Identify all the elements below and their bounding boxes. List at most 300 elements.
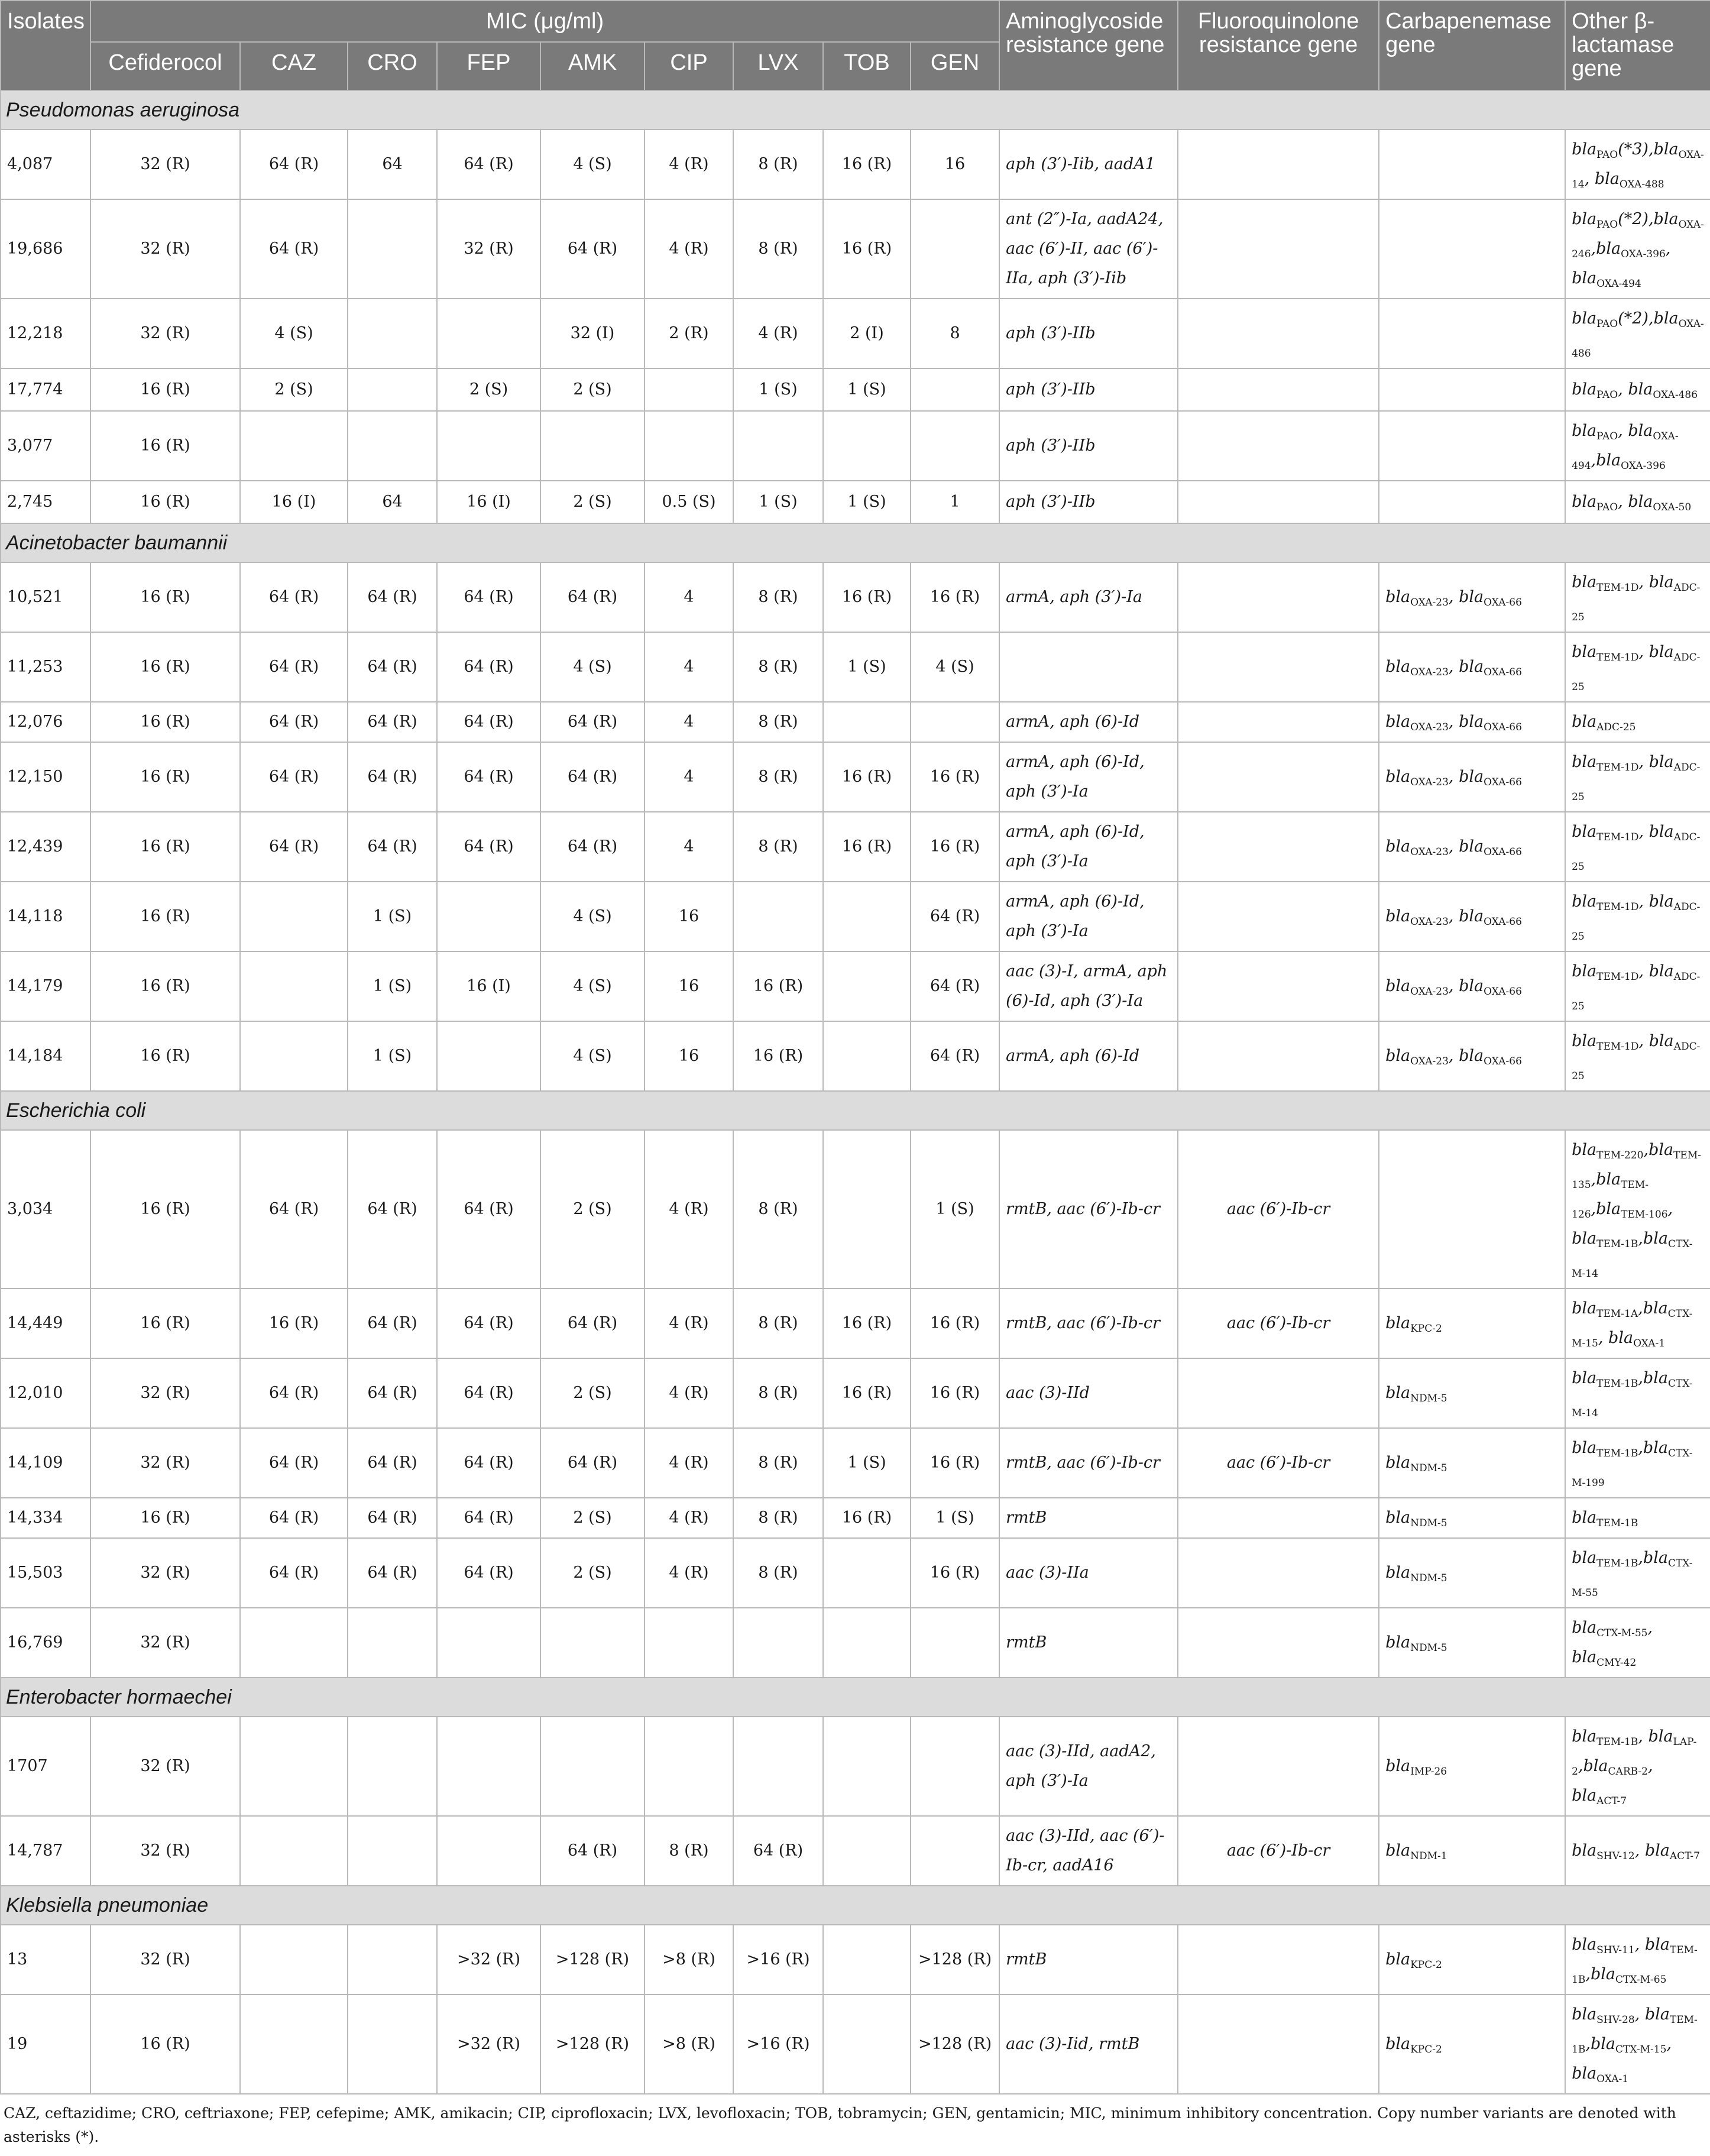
gene-suffix: , (1448, 1047, 1459, 1065)
gene-token (1385, 1841, 1447, 1860)
gene-subscript: OXA-1 (1596, 2073, 1629, 2085)
mic-cell (437, 1608, 540, 1678)
gene-prefix: bla (1649, 643, 1674, 661)
gene-prefix: bla (1643, 1369, 1668, 1387)
mic-cell: 8 (R) (645, 1816, 733, 1886)
mic-cell: 2 (S) (540, 481, 645, 523)
gene-token (1595, 170, 1664, 188)
gene-prefix: bla (1385, 2035, 1411, 2053)
gene-prefix: bla (1572, 1786, 1597, 1805)
gene-suffix: , (1448, 837, 1459, 856)
gene-token (1459, 837, 1522, 856)
aminoglycoside-gene: aac (3)-IIa (999, 1538, 1178, 1608)
carbapenemase-gene (1379, 702, 1565, 742)
mic-cell: 64 (R) (437, 742, 540, 812)
fluoroquinolone-gene (1178, 882, 1379, 951)
gene-subscript: PAO (1596, 149, 1618, 161)
gene-token (1572, 643, 1649, 661)
gene-subscript: OXA-23 (1410, 986, 1449, 998)
other-beta-lactamase-gene (1565, 1995, 1710, 2094)
mic-cell: 4 (645, 562, 733, 632)
mic-cell: >32 (R) (437, 1925, 540, 1995)
gene-subscript: OXA-23 (1410, 776, 1449, 788)
carbapenemase-gene (1379, 812, 1565, 882)
gene-suffix: , (1638, 823, 1649, 841)
aminoglycoside-gene (999, 632, 1178, 702)
mic-cell: >16 (R) (733, 1925, 823, 1995)
carbapenemase-gene (1379, 1428, 1565, 1498)
fluoroquinolone-gene (1178, 1995, 1379, 2094)
gene-prefix: bla (1596, 451, 1621, 470)
gene-token (1645, 1841, 1700, 1860)
fluoroquinolone-gene (1178, 1538, 1379, 1608)
header-mic-cro: CRO (348, 42, 437, 90)
gene-prefix: bla (1459, 907, 1484, 925)
mic-cell: 64 (R) (348, 812, 437, 882)
gene-suffix: , (1665, 239, 1671, 258)
carbapenemase-gene (1379, 1130, 1565, 1289)
mic-cell: 16 (645, 951, 733, 1021)
mic-cell: 8 (R) (733, 1289, 823, 1358)
carbapenemase-gene (1379, 411, 1565, 481)
gene-prefix: bla (1653, 210, 1679, 228)
other-beta-lactamase-gene (1565, 742, 1710, 812)
gene-prefix: bla (1572, 269, 1597, 287)
mic-cell: 64 (R) (911, 1021, 999, 1091)
header-mic-amk: AMK (540, 42, 645, 90)
gene-prefix: bla (1596, 239, 1621, 258)
gene-subscript: TEM-1B (1596, 1448, 1638, 1459)
mic-cell: 16 (911, 130, 999, 199)
gene-token (1572, 1549, 1643, 1567)
gene-subscript: CARB-2 (1608, 1766, 1648, 1778)
gene-prefix: bla (1572, 1727, 1597, 1746)
mic-cell: 64 (R) (437, 1498, 540, 1538)
mic-cell: 32 (R) (90, 1428, 240, 1498)
mic-cell (645, 1717, 733, 1816)
fluoroquinolone-gene (1178, 812, 1379, 882)
mic-cell: 16 (R) (911, 1428, 999, 1498)
gene-suffix: , (1618, 422, 1628, 440)
gene-prefix: bla (1459, 1047, 1484, 1065)
mic-cell: 2 (I) (823, 299, 911, 368)
header-mic-tob: TOB (823, 42, 911, 90)
gene-prefix: bla (1459, 977, 1484, 995)
gene-prefix: bla (1385, 713, 1411, 731)
gene-subscript: CTX-M-55 (1572, 1558, 1693, 1599)
gene-subscript: NDM-5 (1410, 1462, 1447, 1474)
mic-cell (240, 1717, 348, 1816)
mic-cell: 64 (R) (240, 199, 348, 299)
gene-token (1385, 1314, 1442, 1335)
gene-suffix: , (1591, 451, 1596, 470)
gene-prefix: bla (1385, 1633, 1411, 1652)
mic-cell: 16 (R) (90, 562, 240, 632)
gene-suffix: , (1638, 1727, 1649, 1746)
gene-token (1385, 588, 1459, 606)
carbapenemase-gene (1379, 1289, 1565, 1358)
mic-cell: 16 (R) (823, 742, 911, 812)
gene-subscript: OXA-494 (1572, 430, 1679, 472)
mic-cell (348, 299, 437, 368)
other-beta-lactamase-gene (1565, 1130, 1710, 1289)
gene-subscript: SHV-28 (1596, 2014, 1635, 2026)
gene-prefix: bla (1649, 962, 1674, 980)
isolate-id: 12,010 (1, 1358, 90, 1428)
table-row (1, 1289, 1710, 1358)
mic-cell: 8 (R) (733, 1130, 823, 1289)
gene-token (1572, 573, 1649, 594)
gene-prefix: bla (1385, 1757, 1411, 1775)
table-row (1, 199, 1710, 299)
gene-token (1572, 1841, 1645, 1860)
mic-cell: 64 (R) (911, 951, 999, 1021)
gene-subscript: NDM-5 (1410, 1642, 1447, 1654)
gene-token (1572, 713, 1635, 731)
gene-subscript: TEM-1D (1596, 901, 1639, 913)
gene-token (1608, 1329, 1665, 1347)
header-mic-caz: CAZ (240, 42, 348, 90)
mic-cell: 16 (R) (90, 1995, 240, 2094)
gene-prefix: bla (1572, 1549, 1597, 1567)
other-beta-lactamase-gene (1565, 1816, 1710, 1886)
mic-cell (348, 368, 437, 411)
mic-cell: 64 (R) (540, 562, 645, 632)
mic-cell: 1 (S) (733, 481, 823, 523)
other-beta-lactamase-gene (1565, 1428, 1710, 1498)
gene-subscript: TEM-106 (1621, 1209, 1668, 1221)
mic-cell: 16 (645, 1021, 733, 1091)
gene-token (1572, 380, 1628, 399)
mic-cell: 1 (S) (348, 1021, 437, 1091)
gene-prefix: bla (1572, 1229, 1597, 1248)
mic-cell: 64 (R) (540, 812, 645, 882)
header-aminoglycoside: Aminoglycoside resistance gene (999, 1, 1178, 90)
gene-subscript: OXA-50 (1653, 501, 1692, 513)
fluoroquinolone-gene (1178, 481, 1379, 523)
carbapenemase-gene (1379, 481, 1565, 523)
gene-token (1572, 1648, 1637, 1669)
mic-cell: 16 (R) (823, 199, 911, 299)
table-body (1, 90, 1710, 2094)
aminoglycoside-gene: aac (3)-I, armA, aph (6)-Id, aph (3′)-Ia (999, 951, 1178, 1021)
gene-subscript: ADC-25 (1572, 582, 1701, 623)
carbapenemase-gene (1379, 951, 1565, 1021)
gene-token (1385, 1508, 1447, 1527)
gene-token (1385, 1563, 1447, 1582)
gene-prefix: bla (1572, 1935, 1597, 1954)
gene-subscript: TEM-1D (1596, 831, 1639, 843)
mic-cell: 16 (R) (911, 562, 999, 632)
gene-token (1572, 753, 1649, 771)
gene-token (1572, 962, 1649, 983)
gene-token (1385, 1047, 1459, 1065)
table-row (1, 1428, 1710, 1498)
mic-cell: 1 (S) (823, 632, 911, 702)
gene-token (1572, 1786, 1627, 1805)
gene-token (1385, 713, 1459, 731)
gene-prefix: bla (1385, 768, 1411, 786)
mic-cell: 16 (R) (90, 812, 240, 882)
carbapenemase-gene (1379, 1816, 1565, 1886)
isolate-id: 12,150 (1, 742, 90, 812)
gene-subscript: ADC-25 (1596, 721, 1636, 733)
gene-subscript: SHV-12 (1596, 1850, 1635, 1862)
carbapenemase-gene (1379, 1538, 1565, 1608)
isolate-id: 12,076 (1, 702, 90, 742)
gene-subscript: TEM-1B (1596, 1517, 1638, 1529)
gene-prefix: bla (1643, 1229, 1668, 1248)
mic-cell (437, 1816, 540, 1886)
fluoroquinolone-gene (1178, 411, 1379, 481)
isolate-id: 14,334 (1, 1498, 90, 1538)
isolate-id: 19,686 (1, 199, 90, 299)
mic-cell (437, 299, 540, 368)
mic-cell (911, 199, 999, 299)
mic-cell (823, 1995, 911, 2094)
mic-cell: 16 (R) (240, 1289, 348, 1358)
group-row (1, 523, 1710, 562)
mic-cell: 1 (911, 481, 999, 523)
aminoglycoside-gene: armA, aph (6)-Id (999, 1021, 1178, 1091)
gene-prefix: bla (1572, 1439, 1597, 1457)
gene-prefix: bla (1596, 1170, 1621, 1189)
gene-subscript: TEM-1D (1596, 582, 1639, 594)
fluoroquinolone-gene (1178, 1498, 1379, 1538)
mic-cell: 64 (R) (437, 1289, 540, 1358)
header-mic-cip: CIP (645, 42, 733, 90)
gene-token (1459, 713, 1522, 731)
gene-subscript: PAO (1596, 219, 1618, 231)
gene-token (1572, 1229, 1643, 1248)
mic-cell: 64 (R) (540, 742, 645, 812)
mic-cell: 4 (R) (733, 299, 823, 368)
gene-suffix: , (1638, 573, 1649, 591)
aminoglycoside-gene: aph (3′)-IIb (999, 368, 1178, 411)
isolate-id: 17,774 (1, 368, 90, 411)
gene-suffix: , (1647, 1757, 1653, 1775)
mic-cell: 64 (R) (437, 632, 540, 702)
mic-cell: 16 (R) (90, 368, 240, 411)
aminoglycoside-gene: armA, aph (3′)-Ia (999, 562, 1178, 632)
mic-cell: 64 (R) (348, 742, 437, 812)
mic-cell: 4 (R) (645, 1358, 733, 1428)
mic-cell (823, 951, 911, 1021)
mic-cell: 4 (R) (645, 1130, 733, 1289)
mic-cell (437, 1717, 540, 1816)
gene-subscript: PAO (1596, 318, 1618, 330)
mic-cell (823, 1130, 911, 1289)
carbapenemase-gene (1379, 1498, 1565, 1538)
gene-token (1459, 977, 1522, 998)
aminoglycoside-gene: aph (3′)-Iib, aadA1 (999, 130, 1178, 199)
other-beta-lactamase-gene (1565, 632, 1710, 702)
mic-cell (823, 1021, 911, 1091)
mic-cell: 4 (645, 632, 733, 702)
gene-token (1590, 1965, 1667, 1986)
mic-cell (823, 702, 911, 742)
mic-cell: 32 (R) (90, 1358, 240, 1428)
mic-cell (240, 1816, 348, 1886)
gene-prefix: bla (1385, 1314, 1411, 1332)
gene-subscript: KPC-2 (1410, 1959, 1442, 1971)
gene-subscript: OXA-23 (1410, 1056, 1449, 1067)
gene-suffix: , (1638, 1229, 1643, 1248)
carbapenemase-gene (1379, 1021, 1565, 1091)
gene-prefix: bla (1385, 1950, 1411, 1969)
header-mic-lvx: LVX (733, 42, 823, 90)
mic-cell: 64 (348, 481, 437, 523)
gene-token (1385, 1950, 1442, 1969)
mic-cell: 16 (R) (823, 1289, 911, 1358)
gene-suffix: , (1591, 1170, 1596, 1189)
gene-token (1572, 1299, 1643, 1320)
isolate-id: 1707 (1, 1717, 90, 1816)
mic-cell: 16 (R) (90, 632, 240, 702)
gene-token (1459, 1047, 1522, 1065)
mic-cell: 64 (R) (437, 1358, 540, 1428)
gene-subscript: NDM-1 (1410, 1850, 1447, 1862)
carbapenemase-gene (1379, 882, 1565, 951)
gene-subscript: OXA-23 (1410, 721, 1449, 733)
table-row (1, 1717, 1710, 1816)
gene-token (1385, 2035, 1442, 2053)
gene-token (1572, 1727, 1648, 1746)
mic-cell: 16 (R) (823, 812, 911, 882)
gene-prefix: bla (1628, 422, 1653, 440)
mic-cell: 32 (R) (437, 199, 540, 299)
mic-cell: 1 (S) (348, 882, 437, 951)
mic-cell: 16 (R) (823, 1358, 911, 1428)
mic-cell: 4 (R) (645, 1538, 733, 1608)
gene-subscript: CTX-M-14 (1572, 1378, 1693, 1419)
gene-prefix: bla (1644, 1841, 1670, 1860)
mic-cell: 16 (R) (823, 1498, 911, 1538)
fluoroquinolone-gene (1178, 951, 1379, 1021)
gene-prefix: bla (1385, 1047, 1411, 1065)
gene-subscript: KPC-2 (1410, 1323, 1442, 1335)
other-beta-lactamase-gene (1565, 368, 1710, 411)
gene-token (1459, 588, 1522, 606)
mic-cell: 16 (R) (90, 1130, 240, 1289)
gene-prefix: bla (1572, 753, 1597, 771)
aminoglycoside-gene: rmtB (999, 1608, 1178, 1678)
gene-token (1459, 658, 1522, 676)
gene-subscript: OXA-488 (1619, 179, 1664, 190)
gene-prefix: bla (1572, 493, 1597, 511)
gene-suffix: , (1634, 1841, 1645, 1860)
table-row (1, 130, 1710, 199)
gene-suffix: , (1591, 239, 1596, 258)
gene-subscript: ADC-25 (1572, 831, 1701, 873)
gene-token (1385, 1757, 1447, 1778)
mic-cell (437, 882, 540, 951)
isolate-id: 19 (1, 1995, 90, 2094)
carbapenemase-gene (1379, 1925, 1565, 1995)
mic-cell: 4 (S) (240, 299, 348, 368)
header-isolates: Isolates (1, 1, 90, 90)
gene-subscript: SHV-11 (1596, 1944, 1635, 1956)
gene-prefix: bla (1649, 573, 1674, 591)
gene-prefix: bla (1596, 1200, 1621, 1218)
mic-cell (437, 1021, 540, 1091)
isolate-id: 16,769 (1, 1608, 90, 1678)
gene-subscript: CMY-42 (1596, 1657, 1637, 1669)
gene-token (1572, 2064, 1628, 2083)
aminoglycoside-gene: rmtB (999, 1925, 1178, 1995)
gene-prefix: bla (1572, 962, 1597, 980)
mic-cell: 4 (R) (645, 130, 733, 199)
gene-token (1591, 2035, 1672, 2053)
gene-subscript: OXA-396 (1621, 460, 1666, 472)
mic-cell: 32 (R) (90, 1717, 240, 1816)
gene-prefix: bla (1590, 1965, 1616, 1983)
gene-subscript: NDM-5 (1410, 1572, 1447, 1584)
table-row (1, 742, 1710, 812)
mic-cell: 2 (S) (540, 368, 645, 411)
mic-cell (240, 951, 348, 1021)
mic-cell: 4 (645, 742, 733, 812)
mic-cell: 32 (R) (90, 1816, 240, 1886)
mic-cell: 64 (R) (240, 1358, 348, 1428)
other-beta-lactamase-gene (1565, 562, 1710, 632)
gene-subscript: TEM-1D (1596, 762, 1639, 773)
mic-cell (823, 1717, 911, 1816)
gene-prefix: bla (1643, 1299, 1668, 1317)
mic-cell: 64 (R) (437, 1538, 540, 1608)
mic-cell: 8 (R) (733, 130, 823, 199)
mic-cell: 16 (R) (911, 812, 999, 882)
mic-cell: 64 (R) (240, 812, 348, 882)
header-fluoroquinolone: Fluoroquinolone resistance gene (1178, 1, 1379, 90)
gene-token (1385, 977, 1459, 998)
other-beta-lactamase-gene (1565, 1538, 1710, 1608)
fluoroquinolone-gene: aac (6′)-Ib-cr (1178, 1130, 1379, 1289)
mic-cell: 64 (R) (540, 199, 645, 299)
group-name: Enterobacter hormaechei (1, 1678, 1710, 1717)
gene-subscript: NDM-5 (1410, 1517, 1447, 1529)
fluoroquinolone-gene (1178, 632, 1379, 702)
gene-token (1596, 239, 1670, 258)
mic-cell: 16 (R) (911, 1538, 999, 1608)
gene-token (1385, 837, 1459, 856)
mic-cell (645, 368, 733, 411)
gene-suffix: , (1647, 1618, 1653, 1637)
carbapenemase-gene (1379, 632, 1565, 702)
mic-cell: 32 (R) (90, 199, 240, 299)
gene-subscript: CTX-M-65 (1615, 1974, 1667, 1986)
mic-cell (348, 1608, 437, 1678)
mic-cell: 0.5 (S) (645, 481, 733, 523)
other-beta-lactamase-gene (1565, 1498, 1710, 1538)
gene-subscript: TEM-1D (1596, 971, 1639, 983)
mic-cell: 8 (R) (733, 632, 823, 702)
gene-prefix: bla (1459, 713, 1484, 731)
fluoroquinolone-gene (1178, 130, 1379, 199)
fluoroquinolone-gene: aac (6′)-Ib-cr (1178, 1816, 1379, 1886)
mic-cell (240, 1608, 348, 1678)
mic-cell: 64 (R) (240, 130, 348, 199)
mic-cell: 1 (S) (823, 368, 911, 411)
gene-prefix: bla (1572, 1299, 1597, 1317)
mic-cell: 2 (S) (540, 1498, 645, 1538)
group-name: Acinetobacter baumannii (1, 523, 1710, 562)
mic-cell: 64 (R) (348, 1428, 437, 1498)
gene-prefix: bla (1572, 140, 1597, 158)
mic-cell: 4 (645, 812, 733, 882)
table-row (1, 1021, 1710, 1091)
gene-subscript: PAO (1596, 501, 1618, 513)
